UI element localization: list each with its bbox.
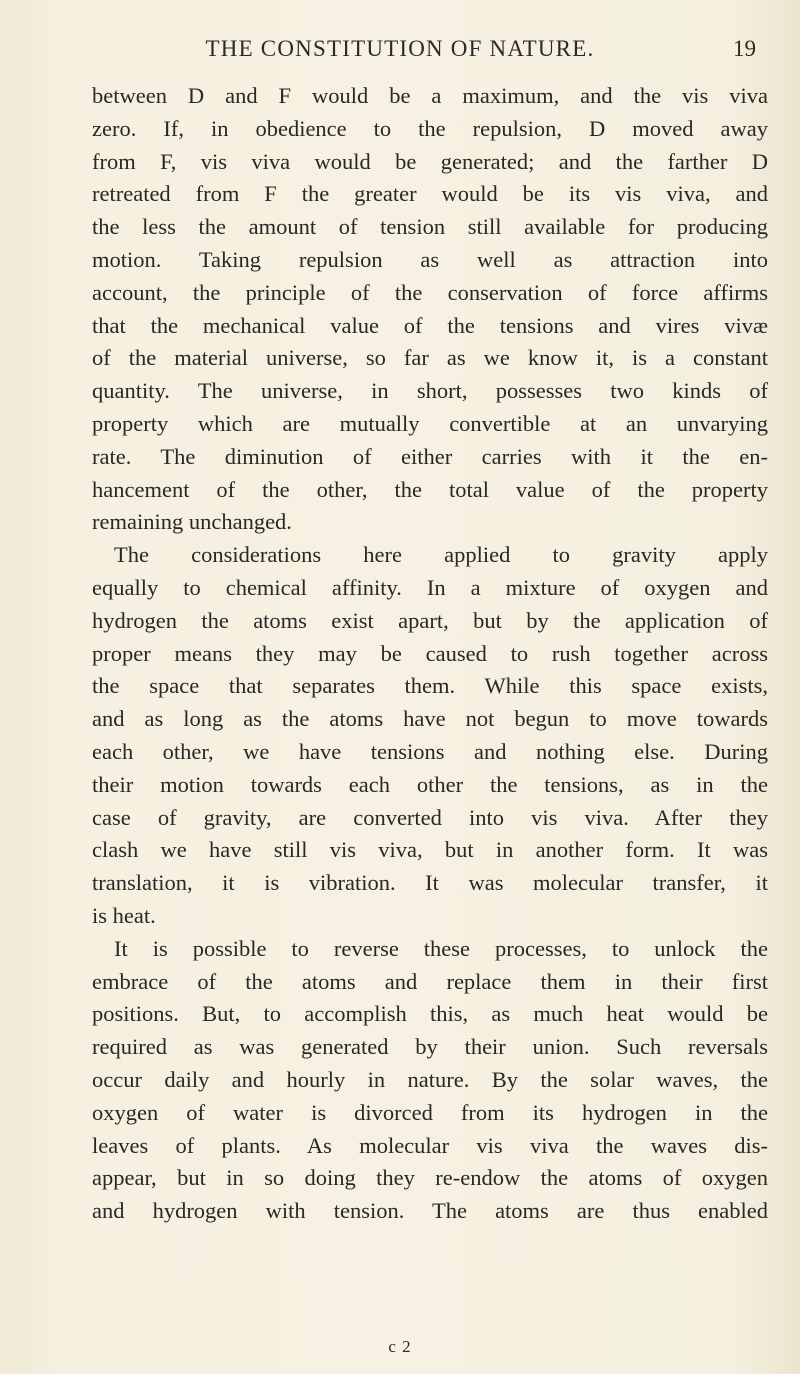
text-line: and hydrogen with tension. The atoms are thus enabled	[92, 1198, 768, 1224]
running-head	[0, 36, 800, 64]
text-line: their motion towards each other the tensions, as in the	[92, 771, 768, 797]
text-line: retreated from F the greater would be its vis viva, and	[92, 181, 768, 207]
text-line: is heat.	[92, 902, 156, 928]
text-line: translation, it is vibration. It was molecular transfer, it	[92, 870, 768, 896]
text-line: from F, vis viva would be generated; and the farther D	[92, 148, 768, 174]
text-line: hydrogen the atoms exist apart, but by the application of	[92, 607, 768, 633]
text-line: required as was generated by their union. Such reversals	[92, 1034, 768, 1060]
page-number: 19	[733, 36, 756, 61]
text-line: that the mechanical value of the tensions and vires vivæ	[92, 312, 768, 338]
text-line: leaves of plants. As molecular vis viva the waves dis-	[92, 1132, 768, 1158]
text-line: positions. But, to accomplish this, as much heat would be	[92, 1001, 768, 1027]
text-line: between D and F would be a maximum, and the vis viva	[92, 83, 768, 108]
text-line: zero. If, in obedience to the repulsion, D moved away	[92, 115, 768, 141]
text-line: hancement of the other, the total value of the property	[92, 476, 768, 502]
text-line: oxygen of water is divorced from its hydrogen in the	[92, 1099, 768, 1125]
body-text	[92, 80, 768, 1228]
text-line: The considerations here applied to gravity apply	[114, 542, 768, 568]
text-line: motion. Taking repulsion as well as attraction into	[92, 246, 768, 272]
signature-mark: c 2	[388, 1337, 412, 1356]
text-line: appear, but in so doing they re-endow the atoms of oxygen	[92, 1165, 768, 1191]
running-head-title: THE CONSTITUTION OF NATURE.	[205, 36, 595, 61]
text-line: quantity. The universe, in short, possesses two kinds of	[92, 378, 768, 404]
text-line: case of gravity, are converted into vis viva. After they	[92, 804, 768, 830]
text-line: proper means they may be caused to rush together across	[92, 640, 768, 666]
text-line: and as long as the atoms have not begun to move towards	[92, 706, 768, 732]
text-line: rate. The diminution of either carries with it the en-	[92, 443, 768, 469]
text-line: It is possible to reverse these processes, to unlock the	[114, 935, 768, 961]
text-line: occur daily and hourly in nature. By the solar waves, the	[92, 1066, 768, 1092]
text-line: account, the principle of the conservation of force affirms	[92, 279, 768, 305]
text-line: the less the amount of tension still available for producing	[92, 214, 768, 240]
text-line: each other, we have tensions and nothing else. During	[92, 738, 768, 764]
text-line: property which are mutually convertible at an unvarying	[92, 410, 768, 436]
text-line: of the material universe, so far as we know it, is a constant	[92, 345, 768, 371]
text-line: embrace of the atoms and replace them in their first	[92, 968, 768, 994]
text-line: equally to chemical affinity. In a mixture of oxygen and	[92, 574, 768, 600]
text-line: the space that separates them. While this space exists,	[92, 673, 768, 699]
text-line: remaining unchanged.	[92, 509, 292, 535]
text-line: clash we have still vis viva, but in another form. It was	[92, 837, 768, 863]
